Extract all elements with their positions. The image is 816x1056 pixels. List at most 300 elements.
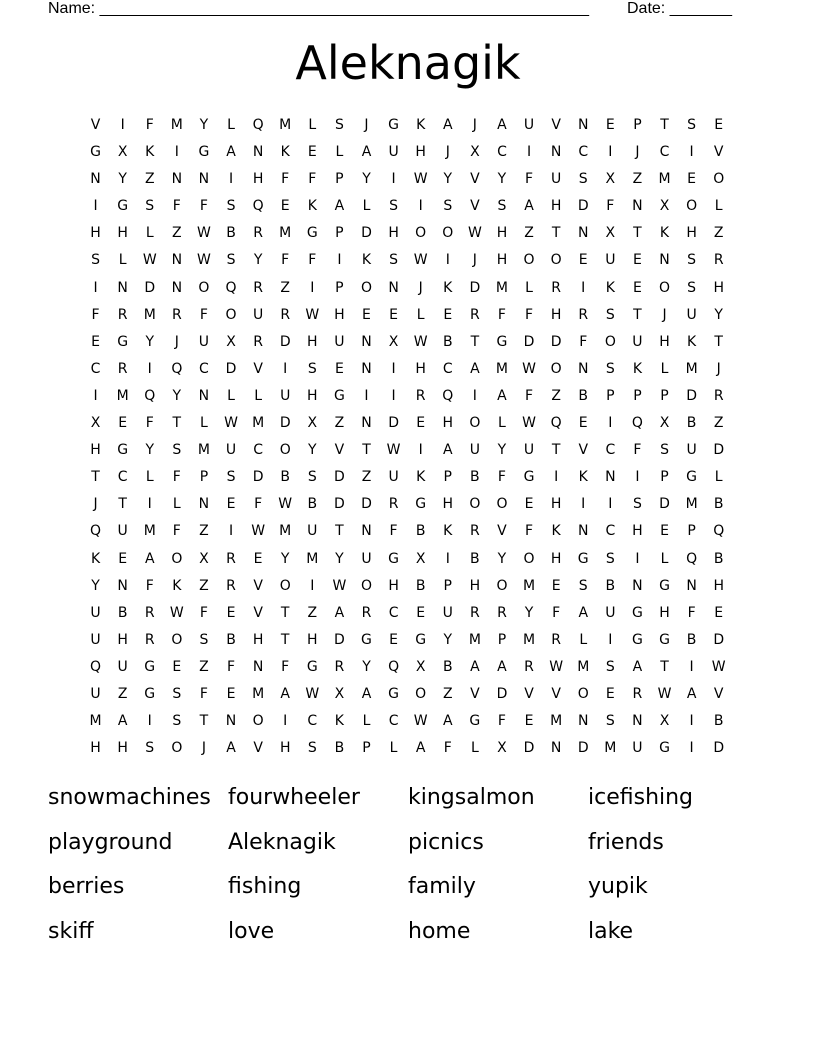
- grid-letter[interactable]: V: [253, 604, 263, 621]
- grid-letter[interactable]: B: [713, 550, 724, 567]
- grid-letter[interactable]: T: [335, 523, 344, 540]
- grid-letter[interactable]: W: [197, 225, 211, 242]
- grid-letter[interactable]: I: [228, 523, 234, 540]
- grid-letter[interactable]: I: [581, 496, 586, 513]
- grid-letter[interactable]: Y: [253, 252, 263, 269]
- grid-letter[interactable]: E: [253, 550, 263, 567]
- grid-letter[interactable]: R: [144, 604, 155, 621]
- grid-letter[interactable]: E: [389, 631, 398, 648]
- grid-letter[interactable]: C: [578, 144, 589, 161]
- grid-letter[interactable]: W: [251, 523, 266, 540]
- grid-letter[interactable]: S: [605, 550, 615, 567]
- grid-letter[interactable]: Z: [199, 523, 209, 540]
- grid-letter[interactable]: F: [308, 252, 317, 269]
- grid-letter[interactable]: F: [145, 577, 154, 594]
- grid-letter[interactable]: N: [198, 171, 210, 188]
- grid-letter[interactable]: N: [577, 713, 589, 730]
- grid-letter[interactable]: Y: [280, 550, 290, 567]
- grid-letter[interactable]: H: [388, 225, 399, 242]
- grid-letter[interactable]: I: [689, 740, 694, 757]
- grid-letter[interactable]: E: [605, 685, 615, 702]
- grid-letter[interactable]: L: [714, 198, 723, 215]
- grid-letter[interactable]: J: [635, 144, 640, 161]
- grid-letter[interactable]: E: [632, 252, 642, 269]
- grid-letter[interactable]: S: [307, 469, 317, 486]
- grid-letter[interactable]: K: [605, 279, 615, 296]
- grid-letter[interactable]: V: [713, 144, 724, 161]
- grid-letter[interactable]: E: [172, 658, 182, 675]
- grid-letter[interactable]: E: [334, 360, 344, 377]
- grid-letter[interactable]: R: [334, 658, 345, 675]
- grid-letter[interactable]: Y: [362, 171, 371, 188]
- grid-letter[interactable]: A: [334, 604, 345, 621]
- grid-letter[interactable]: G: [577, 550, 589, 567]
- grid-letter[interactable]: E: [362, 306, 371, 323]
- grid-letter[interactable]: Y: [443, 631, 453, 648]
- grid-letter[interactable]: I: [689, 658, 694, 675]
- grid-letter[interactable]: E: [226, 496, 236, 513]
- grid-letter[interactable]: Y: [362, 658, 371, 675]
- grid-letter[interactable]: D: [334, 496, 345, 513]
- grid-letter[interactable]: K: [659, 225, 670, 242]
- grid-letter[interactable]: G: [496, 333, 508, 350]
- grid-letter[interactable]: O: [442, 225, 454, 242]
- grid-letter[interactable]: L: [389, 740, 398, 757]
- grid-letter[interactable]: M: [116, 387, 129, 404]
- grid-letter[interactable]: L: [118, 252, 127, 269]
- grid-letter[interactable]: E: [389, 306, 398, 323]
- grid-letter[interactable]: F: [552, 604, 561, 621]
- grid-letter[interactable]: V: [334, 442, 345, 459]
- grid-letter[interactable]: L: [200, 415, 208, 432]
- grid-letter[interactable]: B: [442, 333, 453, 350]
- grid-letter[interactable]: X: [388, 333, 399, 350]
- grid-letter[interactable]: N: [171, 252, 183, 269]
- grid-letter[interactable]: G: [117, 442, 129, 459]
- grid-letter[interactable]: U: [117, 658, 128, 675]
- grid-letter[interactable]: T: [714, 333, 723, 350]
- grid-letter[interactable]: R: [415, 387, 426, 404]
- grid-letter[interactable]: W: [197, 252, 211, 269]
- grid-letter[interactable]: W: [386, 442, 401, 459]
- grid-letter[interactable]: I: [391, 387, 396, 404]
- grid-letter[interactable]: U: [523, 442, 535, 459]
- grid-letter[interactable]: Z: [280, 279, 290, 296]
- grid-letter[interactable]: Y: [145, 442, 155, 459]
- grid-letter[interactable]: Q: [713, 523, 725, 540]
- grid-letter[interactable]: W: [169, 604, 184, 621]
- grid-letter[interactable]: L: [308, 117, 317, 133]
- grid-letter[interactable]: E: [91, 333, 100, 350]
- grid-letter[interactable]: T: [199, 713, 209, 730]
- grid-letter[interactable]: P: [335, 279, 344, 296]
- grid-letter[interactable]: N: [577, 523, 589, 540]
- grid-letter[interactable]: A: [497, 387, 507, 404]
- grid-letter[interactable]: F: [145, 415, 154, 432]
- grid-letter[interactable]: S: [145, 740, 155, 757]
- grid-letter[interactable]: I: [608, 415, 613, 432]
- grid-letter[interactable]: I: [526, 144, 532, 161]
- grid-letter[interactable]: V: [578, 442, 589, 459]
- grid-letter[interactable]: Y: [199, 117, 209, 133]
- grid-letter[interactable]: H: [469, 577, 481, 594]
- grid-letter[interactable]: Y: [497, 171, 507, 188]
- grid-letter[interactable]: T: [470, 333, 480, 350]
- grid-letter[interactable]: M: [495, 360, 508, 377]
- grid-letter[interactable]: E: [118, 550, 128, 567]
- grid-letter[interactable]: I: [147, 713, 152, 730]
- grid-letter[interactable]: V: [713, 685, 724, 702]
- grid-letter[interactable]: V: [253, 740, 263, 757]
- grid-letter[interactable]: M: [468, 631, 481, 648]
- grid-letter[interactable]: H: [415, 144, 426, 161]
- grid-letter[interactable]: N: [605, 469, 616, 486]
- grid-letter[interactable]: A: [470, 658, 480, 675]
- grid-letter[interactable]: A: [524, 198, 534, 215]
- grid-letter[interactable]: Q: [550, 415, 562, 432]
- grid-letter[interactable]: G: [306, 225, 318, 242]
- grid-letter[interactable]: L: [714, 469, 723, 486]
- grid-letter[interactable]: Z: [172, 225, 182, 242]
- grid-letter[interactable]: O: [252, 713, 264, 730]
- grid-letter[interactable]: A: [117, 713, 128, 730]
- grid-letter[interactable]: Z: [144, 171, 155, 188]
- grid-letter[interactable]: T: [660, 117, 669, 133]
- grid-letter[interactable]: T: [362, 442, 371, 459]
- grid-letter[interactable]: G: [361, 631, 372, 648]
- grid-letter[interactable]: N: [577, 117, 589, 133]
- grid-letter[interactable]: R: [253, 333, 263, 350]
- grid-letter[interactable]: S: [443, 198, 453, 215]
- grid-letter[interactable]: P: [362, 740, 371, 757]
- grid-letter[interactable]: V: [551, 117, 561, 133]
- grid-letter[interactable]: D: [523, 740, 535, 757]
- grid-letter[interactable]: I: [310, 577, 315, 594]
- grid-letter[interactable]: Y: [497, 442, 507, 459]
- grid-letter[interactable]: P: [199, 469, 209, 486]
- grid-letter[interactable]: N: [550, 740, 562, 757]
- grid-letter[interactable]: M: [170, 117, 183, 133]
- grid-letter[interactable]: Q: [90, 523, 102, 540]
- grid-letter[interactable]: B: [117, 604, 128, 621]
- grid-letter[interactable]: C: [605, 442, 616, 459]
- grid-letter[interactable]: A: [442, 442, 453, 459]
- grid-letter[interactable]: H: [550, 198, 562, 215]
- grid-letter[interactable]: Q: [686, 550, 698, 567]
- grid-letter[interactable]: F: [172, 523, 181, 540]
- grid-letter[interactable]: L: [227, 117, 235, 133]
- grid-letter[interactable]: U: [388, 469, 399, 486]
- grid-letter[interactable]: Q: [631, 415, 643, 432]
- grid-letter[interactable]: V: [90, 117, 101, 133]
- grid-letter[interactable]: A: [497, 658, 507, 675]
- grid-letter[interactable]: D: [144, 279, 156, 296]
- grid-letter[interactable]: B: [578, 387, 589, 404]
- grid-letter[interactable]: Q: [442, 387, 454, 404]
- grid-letter[interactable]: H: [388, 577, 399, 594]
- grid-letter[interactable]: Y: [497, 550, 507, 567]
- grid-letter[interactable]: H: [550, 306, 562, 323]
- grid-letter[interactable]: I: [391, 171, 396, 188]
- grid-letter[interactable]: R: [469, 523, 480, 540]
- grid-letter[interactable]: B: [415, 577, 426, 594]
- grid-letter[interactable]: H: [117, 740, 128, 757]
- grid-letter[interactable]: V: [470, 198, 480, 215]
- grid-letter[interactable]: Z: [551, 387, 561, 404]
- grid-letter[interactable]: X: [334, 685, 345, 702]
- grid-letter[interactable]: G: [659, 631, 670, 648]
- grid-letter[interactable]: X: [307, 415, 318, 432]
- grid-letter[interactable]: K: [578, 469, 588, 486]
- grid-letter[interactable]: I: [418, 198, 423, 215]
- grid-letter[interactable]: H: [252, 631, 264, 648]
- grid-letter[interactable]: K: [280, 144, 290, 161]
- grid-letter[interactable]: E: [443, 306, 453, 323]
- grid-letter[interactable]: V: [470, 685, 480, 702]
- grid-letter[interactable]: R: [713, 387, 724, 404]
- grid-letter[interactable]: S: [334, 117, 344, 133]
- grid-letter[interactable]: T: [551, 225, 561, 242]
- grid-letter[interactable]: I: [608, 631, 613, 648]
- grid-letter[interactable]: I: [445, 550, 450, 567]
- grid-letter[interactable]: O: [496, 577, 508, 594]
- grid-letter[interactable]: S: [687, 279, 697, 296]
- grid-letter[interactable]: V: [497, 523, 507, 540]
- grid-letter[interactable]: G: [659, 577, 670, 594]
- grid-letter[interactable]: U: [686, 442, 697, 459]
- grid-letter[interactable]: G: [659, 740, 670, 757]
- grid-letter[interactable]: J: [201, 740, 206, 757]
- grid-letter[interactable]: P: [335, 225, 344, 242]
- grid-letter[interactable]: X: [415, 658, 426, 675]
- grid-letter[interactable]: H: [117, 631, 128, 648]
- grid-letter[interactable]: F: [91, 306, 100, 323]
- grid-letter[interactable]: I: [608, 144, 613, 161]
- grid-letter[interactable]: G: [90, 144, 101, 161]
- grid-letter[interactable]: U: [334, 333, 345, 350]
- grid-letter[interactable]: N: [577, 360, 589, 377]
- grid-letter[interactable]: L: [579, 631, 588, 648]
- grid-letter[interactable]: J: [662, 306, 667, 323]
- grid-letter[interactable]: Q: [90, 658, 102, 675]
- grid-letter[interactable]: P: [660, 387, 669, 404]
- grid-letter[interactable]: O: [469, 415, 481, 432]
- grid-letter[interactable]: Y: [145, 333, 155, 350]
- grid-letter[interactable]: T: [118, 496, 127, 513]
- grid-letter[interactable]: R: [280, 306, 291, 323]
- grid-letter[interactable]: K: [416, 469, 426, 486]
- grid-letter[interactable]: W: [413, 333, 428, 350]
- grid-letter[interactable]: M: [495, 279, 508, 296]
- grid-letter[interactable]: X: [605, 225, 616, 242]
- grid-letter[interactable]: G: [631, 604, 643, 621]
- grid-letter[interactable]: R: [388, 496, 399, 513]
- grid-letter[interactable]: D: [361, 225, 372, 242]
- grid-letter[interactable]: W: [413, 252, 428, 269]
- grid-letter[interactable]: H: [279, 740, 291, 757]
- grid-letter[interactable]: Q: [171, 360, 183, 377]
- grid-letter[interactable]: O: [279, 442, 291, 459]
- grid-letter[interactable]: G: [388, 685, 399, 702]
- grid-letter[interactable]: M: [577, 658, 590, 675]
- grid-letter[interactable]: Z: [713, 225, 724, 242]
- grid-letter[interactable]: N: [198, 496, 210, 513]
- grid-letter[interactable]: F: [308, 171, 317, 188]
- grid-letter[interactable]: X: [605, 171, 616, 188]
- grid-letter[interactable]: R: [144, 631, 155, 648]
- grid-letter[interactable]: S: [687, 252, 697, 269]
- grid-letter[interactable]: B: [307, 496, 318, 513]
- grid-letter[interactable]: K: [687, 333, 697, 350]
- grid-letter[interactable]: E: [524, 496, 534, 513]
- grid-letter[interactable]: K: [416, 117, 426, 133]
- grid-letter[interactable]: M: [523, 631, 536, 648]
- grid-letter[interactable]: U: [442, 604, 453, 621]
- grid-letter[interactable]: G: [686, 469, 698, 486]
- grid-letter[interactable]: N: [117, 279, 128, 296]
- grid-letter[interactable]: X: [117, 144, 128, 161]
- grid-letter[interactable]: X: [226, 333, 236, 350]
- grid-letter[interactable]: F: [606, 198, 615, 215]
- grid-letter[interactable]: U: [307, 523, 318, 540]
- grid-letter[interactable]: K: [172, 577, 182, 594]
- grid-letter[interactable]: E: [632, 279, 642, 296]
- grid-letter[interactable]: U: [632, 740, 643, 757]
- grid-letter[interactable]: E: [714, 117, 724, 133]
- grid-letter[interactable]: N: [686, 577, 697, 594]
- grid-letter[interactable]: E: [578, 415, 588, 432]
- grid-letter[interactable]: N: [632, 713, 643, 730]
- grid-letter[interactable]: E: [280, 198, 290, 215]
- grid-letter[interactable]: N: [388, 279, 399, 296]
- grid-letter[interactable]: B: [713, 713, 724, 730]
- grid-letter[interactable]: F: [172, 469, 181, 486]
- grid-letter[interactable]: M: [306, 550, 319, 567]
- grid-letter[interactable]: R: [524, 658, 534, 675]
- grid-letter[interactable]: W: [278, 496, 293, 513]
- grid-letter[interactable]: I: [608, 496, 613, 513]
- grid-letter[interactable]: U: [252, 306, 264, 323]
- grid-letter[interactable]: G: [117, 198, 129, 215]
- grid-letter[interactable]: K: [90, 550, 101, 567]
- grid-letter[interactable]: A: [442, 713, 453, 730]
- grid-letter[interactable]: N: [361, 415, 372, 432]
- grid-letter[interactable]: T: [172, 415, 182, 432]
- grid-letter[interactable]: U: [388, 144, 399, 161]
- grid-letter[interactable]: E: [660, 523, 669, 540]
- grid-letter[interactable]: U: [469, 442, 480, 459]
- grid-letter[interactable]: L: [416, 306, 425, 323]
- grid-letter[interactable]: B: [226, 631, 236, 648]
- grid-letter[interactable]: C: [199, 360, 209, 377]
- grid-letter[interactable]: M: [658, 171, 671, 188]
- grid-letter[interactable]: X: [659, 198, 670, 215]
- grid-letter[interactable]: O: [171, 740, 183, 757]
- grid-letter[interactable]: P: [633, 387, 642, 404]
- grid-letter[interactable]: E: [524, 713, 534, 730]
- grid-letter[interactable]: R: [253, 279, 263, 296]
- grid-letter[interactable]: L: [145, 469, 154, 486]
- grid-letter[interactable]: Z: [632, 171, 643, 188]
- grid-letter[interactable]: H: [90, 442, 101, 459]
- grid-letter[interactable]: O: [496, 496, 508, 513]
- grid-letter[interactable]: Q: [252, 198, 264, 215]
- grid-letter[interactable]: R: [469, 604, 480, 621]
- grid-letter[interactable]: E: [605, 117, 615, 133]
- grid-letter[interactable]: H: [307, 333, 318, 350]
- grid-letter[interactable]: H: [90, 740, 101, 757]
- grid-letter[interactable]: I: [635, 550, 640, 567]
- grid-letter[interactable]: G: [415, 631, 427, 648]
- grid-letter[interactable]: M: [279, 523, 292, 540]
- grid-letter[interactable]: I: [283, 713, 288, 730]
- grid-letter[interactable]: L: [660, 360, 669, 377]
- grid-letter[interactable]: G: [469, 713, 481, 730]
- grid-letter[interactable]: F: [199, 604, 208, 621]
- grid-letter[interactable]: N: [577, 225, 589, 242]
- grid-letter[interactable]: E: [307, 144, 317, 161]
- grid-letter[interactable]: I: [283, 360, 288, 377]
- grid-letter[interactable]: J: [174, 333, 179, 350]
- grid-letter[interactable]: Z: [713, 415, 724, 432]
- grid-letter[interactable]: R: [713, 252, 724, 269]
- grid-letter[interactable]: F: [226, 658, 236, 675]
- grid-letter[interactable]: E: [578, 252, 588, 269]
- grid-letter[interactable]: D: [388, 415, 399, 432]
- grid-letter[interactable]: L: [498, 415, 506, 432]
- grid-letter[interactable]: W: [305, 685, 320, 702]
- grid-letter[interactable]: M: [279, 225, 292, 242]
- grid-letter[interactable]: B: [686, 415, 697, 432]
- grid-letter[interactable]: Y: [308, 442, 317, 459]
- grid-letter[interactable]: M: [685, 360, 698, 377]
- grid-letter[interactable]: S: [605, 360, 615, 377]
- grid-letter[interactable]: C: [605, 523, 616, 540]
- grid-letter[interactable]: G: [388, 117, 399, 133]
- grid-letter[interactable]: C: [659, 144, 670, 161]
- grid-letter[interactable]: S: [578, 577, 588, 594]
- grid-letter[interactable]: L: [525, 279, 533, 296]
- grid-letter[interactable]: P: [633, 117, 642, 133]
- grid-letter[interactable]: L: [172, 496, 181, 513]
- grid-letter[interactable]: R: [497, 604, 507, 621]
- grid-letter[interactable]: A: [334, 198, 345, 215]
- grid-letter[interactable]: X: [199, 550, 209, 567]
- grid-letter[interactable]: V: [524, 685, 534, 702]
- grid-letter[interactable]: E: [226, 604, 236, 621]
- grid-letter[interactable]: A: [470, 360, 480, 377]
- grid-letter[interactable]: G: [415, 496, 427, 513]
- grid-letter[interactable]: M: [252, 685, 265, 702]
- grid-letter[interactable]: I: [689, 144, 694, 161]
- grid-letter[interactable]: Y: [118, 171, 127, 188]
- grid-letter[interactable]: M: [143, 306, 156, 323]
- grid-letter[interactable]: T: [91, 469, 100, 486]
- grid-letter[interactable]: A: [280, 685, 290, 702]
- grid-letter[interactable]: P: [335, 171, 344, 188]
- grid-letter[interactable]: V: [253, 577, 263, 594]
- grid-letter[interactable]: I: [445, 252, 450, 269]
- grid-letter[interactable]: S: [199, 631, 209, 648]
- grid-letter[interactable]: F: [281, 171, 290, 188]
- grid-letter[interactable]: K: [145, 144, 155, 161]
- grid-letter[interactable]: W: [522, 415, 536, 432]
- grid-letter[interactable]: O: [415, 225, 427, 242]
- grid-letter[interactable]: F: [254, 496, 263, 513]
- grid-letter[interactable]: S: [605, 713, 615, 730]
- grid-letter[interactable]: S: [389, 252, 399, 269]
- grid-letter[interactable]: F: [687, 604, 696, 621]
